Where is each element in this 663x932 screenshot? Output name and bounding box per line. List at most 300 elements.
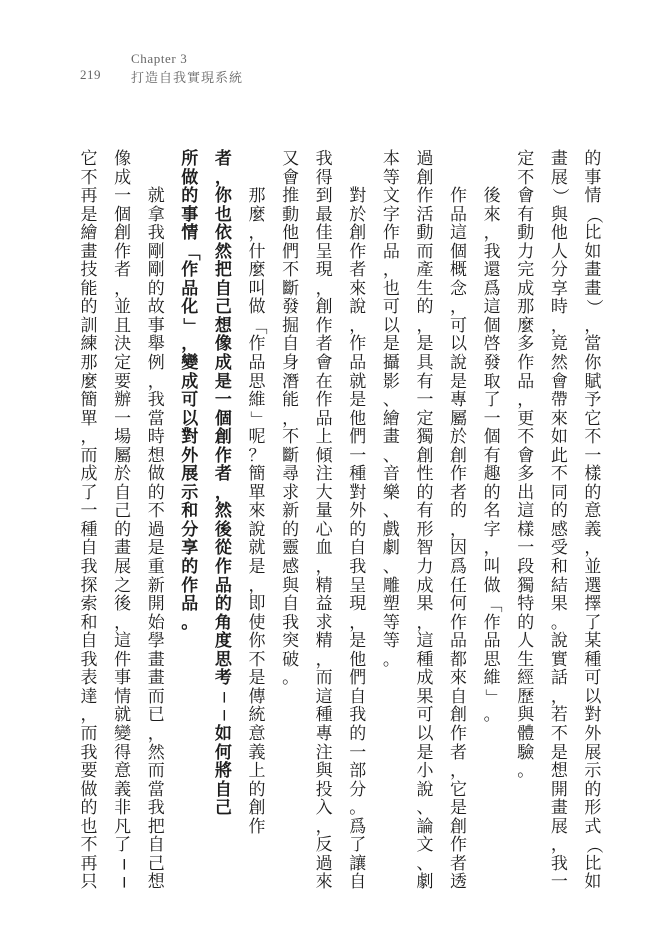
text-glyph: 事 <box>147 315 165 336</box>
text-glyph: 不 <box>584 427 602 448</box>
text-glyph: 劇 <box>416 872 434 893</box>
text-glyph: 的 <box>416 482 434 503</box>
text-glyph: 讓 <box>349 853 367 874</box>
text-glyph: 不 <box>80 167 98 188</box>
text-glyph: 者 <box>315 334 333 355</box>
text-glyph: 任 <box>450 575 468 596</box>
text-glyph: 它 <box>584 408 602 429</box>
text-glyph: 繪 <box>382 408 400 429</box>
text-glyph: ， <box>315 557 333 578</box>
text-glyph: 想 <box>214 315 232 336</box>
text-glyph: 音 <box>382 464 400 485</box>
text-glyph: 生 <box>517 649 535 670</box>
text-glyph: 就 <box>248 538 266 559</box>
text-glyph: 不 <box>517 427 535 448</box>
text-glyph: 成 <box>517 278 535 299</box>
text-glyph: 攝 <box>382 353 400 374</box>
text-glyph: 作 <box>450 835 468 856</box>
text-glyph: 爲 <box>483 278 501 299</box>
text-glyph: 的 <box>147 482 165 503</box>
text-glyph: 已 <box>147 705 165 726</box>
text-glyph: 後 <box>483 186 501 207</box>
text-glyph: 定 <box>416 408 434 429</box>
text-glyph: 他 <box>550 223 568 244</box>
text-glyph: 這 <box>315 686 333 707</box>
text-glyph: 形 <box>584 798 602 819</box>
text-glyph: 屬 <box>450 408 468 429</box>
text-column <box>112 149 133 888</box>
text-glyph: 歷 <box>517 686 535 707</box>
text-glyph: 訓 <box>80 315 98 336</box>
text-glyph: 字 <box>382 204 400 225</box>
text-glyph: 這 <box>483 297 501 318</box>
text-glyph: 而 <box>80 723 98 744</box>
text-glyph: 說 <box>248 519 266 540</box>
text-glyph: 實 <box>550 649 568 670</box>
text-glyph: 一 <box>483 408 501 429</box>
text-glyph: 考 <box>214 668 232 689</box>
text-glyph: 斷 <box>282 278 300 299</box>
text-glyph: 自 <box>450 686 468 707</box>
text-glyph: 斷 <box>282 445 300 466</box>
text-glyph: 論 <box>416 816 434 837</box>
text-column <box>483 150 501 845</box>
text-glyph: 對 <box>349 186 367 207</box>
text-glyph: 畫 <box>584 278 602 299</box>
text-glyph: 」 <box>482 688 503 706</box>
text-glyph: 它 <box>80 149 98 169</box>
text-glyph: 對 <box>349 482 367 503</box>
text-glyph: 享 <box>181 538 199 559</box>
text-glyph: 叫 <box>483 557 501 578</box>
text-glyph: 會 <box>282 167 300 188</box>
text-glyph: 創 <box>214 427 232 448</box>
text-glyph: 事 <box>114 668 132 689</box>
text-glyph: 畫 <box>584 260 602 281</box>
text-glyph: 自 <box>214 278 232 299</box>
text-glyph: 入 <box>315 798 333 819</box>
text-glyph: 果 <box>416 686 434 707</box>
text-column <box>80 149 98 893</box>
text-glyph: 品 <box>248 353 266 374</box>
text-glyph: 發 <box>282 297 300 318</box>
text-glyph: 來 <box>483 204 501 225</box>
text-glyph: 予 <box>584 390 602 411</box>
text-glyph: 過 <box>147 519 165 540</box>
text-glyph: 作 <box>450 186 468 207</box>
text-glyph: 從 <box>214 538 232 559</box>
text-glyph: 品 <box>517 371 535 392</box>
text-glyph: 一 <box>114 186 132 207</box>
text-glyph: 創 <box>450 705 468 726</box>
text-glyph: 種 <box>315 705 333 726</box>
text-glyph: 你 <box>248 631 266 652</box>
text-glyph: 的 <box>517 612 535 633</box>
text-glyph: 意 <box>114 761 132 782</box>
text-glyph: ， <box>181 334 199 355</box>
text-glyph: 成 <box>80 464 98 485</box>
text-glyph: 我 <box>315 149 333 169</box>
text-glyph: 這 <box>416 631 434 652</box>
text-glyph: 外 <box>181 445 199 466</box>
text-glyph: 分 <box>550 260 568 281</box>
text-glyph: 的 <box>248 779 266 800</box>
text-glyph: 趣 <box>483 464 501 485</box>
text-glyph: 然 <box>214 501 232 522</box>
text-glyph: 作 <box>248 816 266 837</box>
text-column <box>583 149 604 893</box>
text-glyph: 本 <box>382 149 400 169</box>
text-glyph: ─ <box>112 877 133 888</box>
text-glyph: 如 <box>584 872 602 893</box>
text-glyph: 靈 <box>282 538 300 559</box>
text-glyph: 者 <box>349 260 367 281</box>
text-glyph: ， <box>483 223 501 244</box>
text-glyph: 品 <box>315 408 333 429</box>
text-glyph: 體 <box>517 723 535 744</box>
text-glyph: 角 <box>214 612 232 633</box>
text-glyph: 可 <box>416 705 434 726</box>
text-glyph: 與 <box>315 761 333 782</box>
text-glyph: 活 <box>416 204 434 225</box>
text-glyph: 作 <box>450 612 468 633</box>
text-glyph: 求 <box>282 482 300 503</box>
text-glyph: 成 <box>416 668 434 689</box>
text-glyph: 還 <box>483 260 501 281</box>
text-glyph: 自 <box>282 334 300 355</box>
text-glyph: 做 <box>147 464 165 485</box>
text-glyph: 做 <box>483 575 501 596</box>
text-glyph: 的 <box>584 779 602 800</box>
text-glyph: 義 <box>584 519 602 540</box>
text-glyph: 依 <box>214 223 232 244</box>
text-glyph: 成 <box>214 353 232 374</box>
text-glyph: 意 <box>584 501 602 522</box>
text-glyph: 賦 <box>584 371 602 392</box>
text-glyph: 種 <box>80 519 98 540</box>
text-glyph: 對 <box>584 705 602 726</box>
text-glyph: 注 <box>315 742 333 763</box>
text-glyph: 像 <box>114 149 132 169</box>
text-glyph: 戲 <box>382 519 400 540</box>
text-glyph: 是 <box>450 798 468 819</box>
text-column <box>382 150 400 845</box>
text-glyph: 反 <box>315 835 333 856</box>
text-glyph: 品 <box>450 631 468 652</box>
text-glyph: ， <box>349 315 367 336</box>
text-glyph: 你 <box>584 353 602 374</box>
text-glyph: 畫 <box>147 649 165 670</box>
text-glyph: 畫 <box>114 538 132 559</box>
text-glyph: 文 <box>382 186 400 207</box>
text-glyph: 己 <box>214 798 232 819</box>
text-glyph <box>349 169 367 188</box>
text-glyph: 而 <box>416 241 434 262</box>
text-glyph: 作 <box>450 464 468 485</box>
text-glyph: 話 <box>550 668 568 689</box>
text-glyph: 我 <box>80 557 98 578</box>
text-glyph: 的 <box>80 798 98 819</box>
text-glyph: 創 <box>349 223 367 244</box>
text-glyph: 作 <box>450 723 468 744</box>
text-glyph: 我 <box>483 241 501 262</box>
text-glyph: 等 <box>382 167 400 188</box>
text-glyph: 樣 <box>517 519 535 540</box>
text-glyph: 某 <box>584 631 602 652</box>
text-glyph: （ <box>583 837 604 855</box>
text-glyph: 爲 <box>450 557 468 578</box>
chapter-label: Chapter 3 <box>131 51 188 66</box>
text-glyph: 。 <box>282 668 300 689</box>
text-glyph: 。 <box>349 798 367 819</box>
text-glyph: 開 <box>550 779 568 800</box>
text-glyph: 作 <box>483 612 501 633</box>
text-glyph: 繪 <box>80 223 98 244</box>
text-glyph: 創 <box>450 816 468 837</box>
text-glyph: 求 <box>315 612 333 633</box>
text-glyph: 作 <box>382 223 400 244</box>
text-glyph: 要 <box>114 371 132 392</box>
text-glyph: 大 <box>315 482 333 503</box>
text-glyph: 段 <box>517 557 535 578</box>
text-glyph: 的 <box>181 557 199 578</box>
text-glyph: 們 <box>349 427 367 448</box>
text-glyph: 作 <box>214 445 232 466</box>
text-glyph <box>248 150 266 169</box>
text-glyph: 再 <box>80 853 98 874</box>
text-glyph: 達 <box>80 686 98 707</box>
text-glyph: 做 <box>181 167 199 188</box>
text-glyph: 經 <box>517 668 535 689</box>
text-glyph: 一 <box>517 538 535 559</box>
text-glyph: ， <box>517 390 535 411</box>
text-glyph: 且 <box>114 315 132 336</box>
text-glyph: ─ <box>112 858 133 870</box>
text-glyph: 然 <box>550 353 568 374</box>
text-glyph <box>147 150 165 169</box>
text-glyph: ， <box>382 260 400 281</box>
text-glyph <box>450 169 468 188</box>
text-glyph: 可 <box>181 390 199 411</box>
text-glyph: 是 <box>450 371 468 392</box>
text-glyph: 」 <box>247 410 268 428</box>
text-glyph: 的 <box>349 519 367 540</box>
text-glyph: 的 <box>147 278 165 299</box>
text-glyph: 一 <box>349 742 367 763</box>
text-glyph: 身 <box>282 353 300 374</box>
text-glyph: 佳 <box>315 223 333 244</box>
text-glyph: 的 <box>450 501 468 522</box>
text-glyph: 不 <box>282 427 300 448</box>
text-glyph: 擇 <box>584 594 602 615</box>
text-glyph: 我 <box>349 557 367 578</box>
text-glyph: 開 <box>147 594 165 615</box>
text-glyph: 作 <box>349 334 367 355</box>
text-glyph: 是 <box>248 557 266 578</box>
text-glyph: 若 <box>550 705 568 726</box>
text-glyph: 即 <box>248 594 266 615</box>
text-glyph: 決 <box>114 334 132 355</box>
text-glyph: ， <box>416 315 434 336</box>
text-glyph: ， <box>147 723 165 744</box>
text-glyph: 什 <box>248 241 266 262</box>
text-glyph: 事 <box>584 167 602 188</box>
text-glyph: 能 <box>282 390 300 411</box>
text-glyph: 品 <box>483 631 501 652</box>
text-glyph: 不 <box>248 649 266 670</box>
text-glyph: ， <box>550 315 568 336</box>
text-glyph: 種 <box>416 649 434 670</box>
text-glyph: 品 <box>349 353 367 374</box>
text-glyph: 了 <box>584 612 602 633</box>
text-glyph: 想 <box>147 445 165 466</box>
text-glyph: ？ <box>248 445 266 466</box>
text-glyph: 於 <box>349 204 367 225</box>
text-glyph: 可 <box>450 315 468 336</box>
text-glyph: 等 <box>382 612 400 633</box>
text-glyph: 人 <box>550 241 568 262</box>
text-glyph: 新 <box>147 575 165 596</box>
text-glyph: 如 <box>550 427 568 448</box>
text-glyph: 自 <box>349 686 367 707</box>
text-glyph: 做 <box>80 779 98 800</box>
text-glyph: 。 <box>382 649 400 670</box>
text-glyph: 雕 <box>382 575 400 596</box>
text-glyph: 樂 <box>382 482 400 503</box>
text-glyph: ， <box>214 167 232 188</box>
text-glyph: 」 <box>180 317 201 335</box>
text-glyph: 畫 <box>382 427 400 448</box>
text-glyph: 此 <box>550 445 568 466</box>
text-glyph: 的 <box>214 594 232 615</box>
text-glyph: 。 <box>517 761 535 782</box>
text-glyph: 分 <box>349 779 367 800</box>
text-glyph: 形 <box>416 519 434 540</box>
text-glyph: 者 <box>450 742 468 763</box>
text-glyph: 畫 <box>550 149 568 169</box>
text-glyph: 劇 <box>382 538 400 559</box>
text-glyph: 更 <box>517 408 535 429</box>
text-glyph: 結 <box>550 575 568 596</box>
text-glyph: 情 <box>584 186 602 207</box>
text-glyph: 、 <box>416 798 434 819</box>
text-glyph: ， <box>147 371 165 392</box>
text-glyph: 能 <box>80 278 98 299</box>
text-glyph: 思 <box>248 371 266 392</box>
text-glyph: 己 <box>214 297 232 318</box>
text-glyph: 具 <box>416 353 434 374</box>
text-glyph: 練 <box>80 334 98 355</box>
text-glyph: 塑 <box>382 594 400 615</box>
text-glyph: ， <box>114 612 132 633</box>
text-glyph: 我 <box>349 705 367 726</box>
text-glyph: 注 <box>315 464 333 485</box>
text-glyph: 是 <box>147 538 165 559</box>
text-glyph: 有 <box>416 501 434 522</box>
text-glyph: 因 <box>450 538 468 559</box>
text-glyph: ， <box>315 649 333 670</box>
text-glyph: 只 <box>80 872 98 893</box>
text-glyph: ─ <box>213 692 234 703</box>
text-glyph: 量 <box>315 501 333 522</box>
text-glyph: 不 <box>550 464 568 485</box>
text-glyph: 選 <box>584 575 602 596</box>
text-glyph: 作 <box>315 390 333 411</box>
text-glyph: 果 <box>416 594 434 615</box>
text-glyph: 會 <box>550 371 568 392</box>
text-glyph: 也 <box>80 816 98 837</box>
text-glyph: 都 <box>450 649 468 670</box>
text-glyph: 意 <box>248 723 266 744</box>
text-glyph: 「 <box>180 243 201 261</box>
text-glyph: 這 <box>114 631 132 652</box>
text-glyph: 以 <box>450 334 468 355</box>
text-glyph: 尋 <box>282 464 300 485</box>
text-glyph: 可 <box>584 668 602 689</box>
text-glyph: 維 <box>248 390 266 411</box>
text-glyph: 精 <box>315 575 333 596</box>
text-glyph: 例 <box>147 353 165 374</box>
text-glyph: 作 <box>517 353 535 374</box>
text-glyph: 上 <box>315 427 333 448</box>
text-glyph: 的 <box>584 482 602 503</box>
text-glyph: 再 <box>80 186 98 207</box>
text-glyph: 展 <box>584 742 602 763</box>
text-glyph: 比 <box>584 223 602 244</box>
text-glyph: ， <box>248 223 266 244</box>
text-glyph: 的 <box>584 149 602 169</box>
text-glyph: 一 <box>349 445 367 466</box>
text-column <box>517 150 535 845</box>
text-glyph: 就 <box>147 186 165 207</box>
text-glyph: 竟 <box>550 334 568 355</box>
text-glyph: 那 <box>80 353 98 374</box>
text-glyph: 部 <box>349 761 367 782</box>
text-glyph: 是 <box>416 334 434 355</box>
text-column <box>416 149 434 893</box>
text-glyph: ， <box>349 612 367 633</box>
text-glyph: 產 <box>416 260 434 281</box>
text-glyph: 作 <box>114 241 132 262</box>
text-glyph: 驗 <box>517 742 535 763</box>
text-glyph: 並 <box>584 557 602 578</box>
text-glyph: 思 <box>214 649 232 670</box>
text-glyph: 單 <box>248 482 266 503</box>
text-glyph: 做 <box>248 297 266 318</box>
text-glyph: 了 <box>114 835 132 856</box>
text-glyph: 一 <box>114 408 132 429</box>
text-glyph: 在 <box>315 371 333 392</box>
text-glyph: 表 <box>80 668 98 689</box>
text-glyph: 潛 <box>282 371 300 392</box>
text-glyph: 個 <box>483 427 501 448</box>
text-glyph: 分 <box>181 519 199 540</box>
text-glyph: 。 <box>483 705 501 726</box>
text-glyph: ， <box>584 315 602 336</box>
text-glyph: 、 <box>382 445 400 466</box>
text-glyph: 的 <box>550 501 568 522</box>
text-column <box>315 149 333 893</box>
text-glyph: ） <box>549 187 570 205</box>
text-glyph: 等 <box>382 631 400 652</box>
text-glyph: 對 <box>181 427 199 448</box>
text-glyph <box>450 150 468 169</box>
text-glyph: 品 <box>382 241 400 262</box>
text-glyph: 如 <box>214 723 232 744</box>
text-glyph: 是 <box>80 204 98 225</box>
text-glyph: 之 <box>114 575 132 596</box>
text-glyph: 個 <box>483 315 501 336</box>
